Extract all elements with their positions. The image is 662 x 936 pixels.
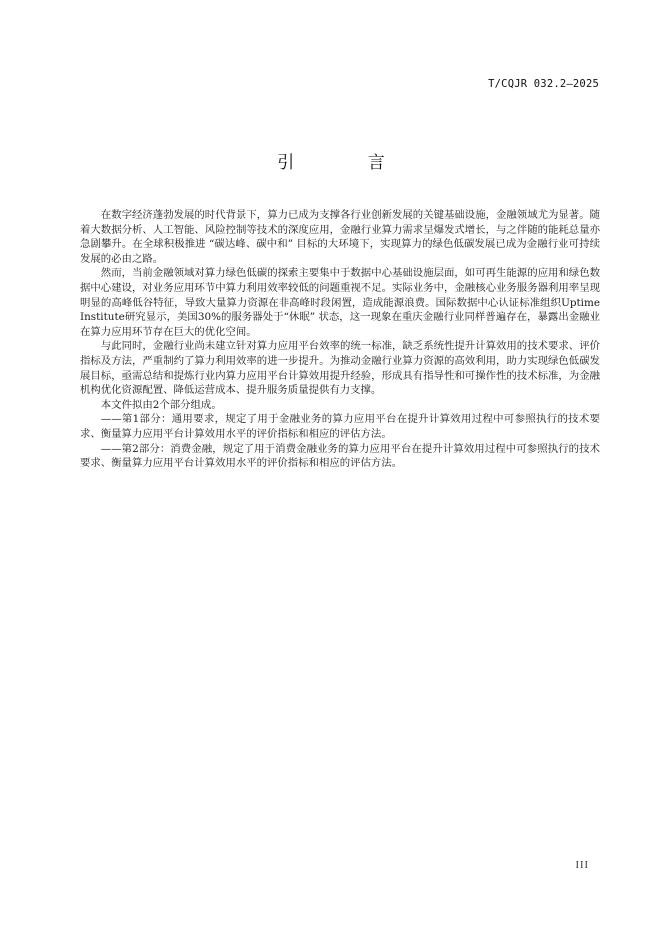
body-text <box>80 208 600 471</box>
paragraph-part-1: ——第1部分：通用要求，规定了用于金融业务的算力应用平台在提升计算效用过程中可参照执行的技术要求、衡量算力应用平台计算效用水平的评价指标和相应的评估方法。 <box>80 413 600 440</box>
page-number: III <box>575 860 589 871</box>
page-title: 引 言 <box>277 153 419 173</box>
paragraph-standard-need: 与此同时，金融行业尚未建立针对算力应用平台效率的统一标准，缺乏系统性提升计算效用的技术要求、评价指标及方法，严重制约了算力利用效率的进一步提升。为推动金融行业算力资源的高效利用，助力实现绿色低碳发展目标，亟需总结和提炼行业内算力应用平台计算效用提升经验，形成具有指导性和可操作性的技术标准，为金融机构优化资源配置、降低运营成本、提升服务质量提供有力支撑。 <box>80 340 600 397</box>
paragraph-background: 在数字经济蓬勃发展的时代背景下，算力已成为支撑各行业创新发展的关键基础设施，金融领域尤为显著。随着大数据分析、人工智能、风险控制等技术的深度应用，金融行业算力需求呈爆发式增长，与之伴随的能耗总量亦急剧攀升。在全球积极推进 “碳达峰、碳中和” 目标的大环境下，实现算力的绿色低碳发展已成为金融行业可持续发展的必由之路。 <box>80 209 600 265</box>
paragraph-problem: 然而，当前金融领域对算力绿色低碳的探索主要集中于数据中心基础设施层面，如可再生能源的应用和绿色数据中心建设，对业务应用环节中算力利用效率较低的问题重视不足。实际业务中，金融核心业务服务器利用率呈现明显的高峰低谷特征，导致大量算力资源在非高峰时段闲置，造成能源浪费。国际数据中心认证标准组织Uptime Institute研究显示，美国30%的服务器处于“休眠” 状态，这一现象在重庆金融行业同样普遍存在，暴露出金融业在算力应用环节存在巨大的优化空间。 <box>80 267 600 338</box>
paragraph-part-2: ——第2部分：消费金融，规定了用于消费金融业务的算力应用平台在提升计算效用过程中可参照执行的技术要求、衡量算力应用平台计算效用水平的评价指标和相应的评估方法。 <box>80 442 600 470</box>
standard-code: T/CQJR 032.2—2025 <box>488 78 599 90</box>
paragraph-structure: 本文件拟由2个部分组成。 <box>100 398 222 411</box>
